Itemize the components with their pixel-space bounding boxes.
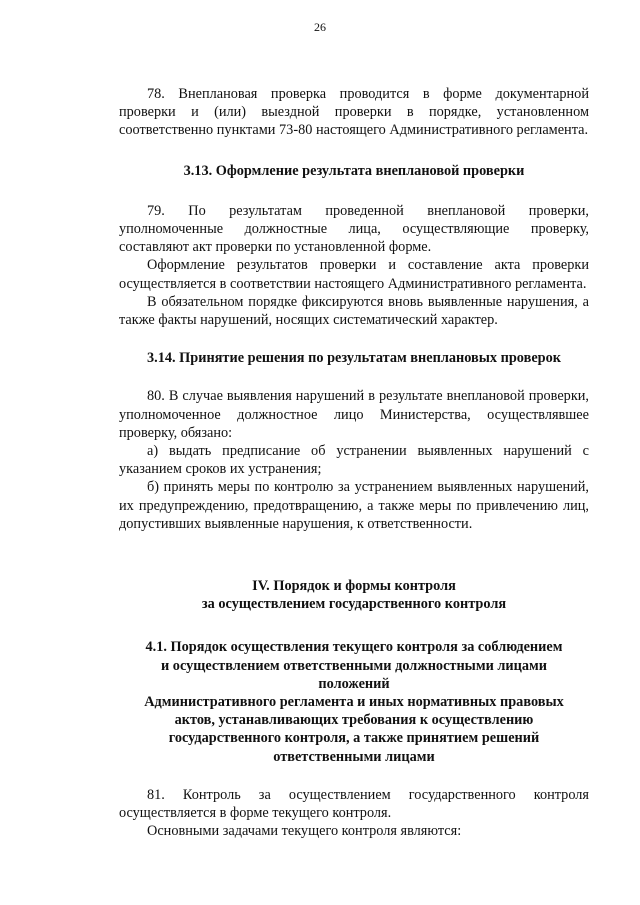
paragraph-81: 81. Контроль за осуществлением государственного контроля осуществляется в форме текущего контроля.: [119, 786, 589, 822]
section-heading-4-1-line-1: 4.1. Порядок осуществления текущего контроля за соблюдением: [145, 639, 563, 656]
section-heading-4-1: [119, 638, 589, 765]
section-heading-4-1-line-2: и осуществлением ответственными должностными лицами: [160, 657, 548, 674]
paragraph-80-item-b: б) принять меры по контролю за устранением выявленных нарушений, их предупреждению, предотвращению, а также меры по привлечению лиц, допустивших выявленные нарушения, к ответственности.: [119, 479, 589, 532]
section-heading-3-13: 3.13. Оформление результата внеплановой проверки: [183, 162, 525, 179]
paragraph-79-violations: В обязательном порядке фиксируются вновь выявленные нарушения, а также факты нарушений, носящих систематический характер.: [119, 293, 589, 329]
paragraph-78: 78. Внеплановая проверка проводится в форме документарной проверки и (или) выездной проверки в порядке, установленном соответственно пунктами 73-80 настоящего Административного регламента.: [119, 86, 589, 139]
chapter-heading-iv-line-2: за осуществлением государственного контроля: [201, 596, 507, 613]
paragraph-79-formalization: Оформление результатов проверки и составление акта проверки осуществляется в соответствии настоящего Административного регламента.: [119, 257, 589, 292]
section-heading-4-1-line-4: Административного регламента и иных нормативных правовых: [144, 694, 564, 711]
chapter-heading-iv-line-1: IV. Порядок и формы контроля: [252, 578, 456, 595]
section-heading-4-1-line-6: государственного контроля, а также принятием решений: [168, 730, 540, 747]
section-heading-3-14: 3.14. Принятие решения по результатам внеплановых проверок: [146, 350, 562, 367]
chapter-heading-iv: [119, 577, 589, 613]
page-number: 26: [314, 20, 326, 34]
paragraph-81-tasks: Основными задачами текущего контроля являются:: [147, 823, 462, 840]
paragraph-79: 79. По результатам проведенной внеплановой проверки, уполномоченные должностные лица, осуществляющие проверку, составляют акт проверки по установленной форме.: [119, 202, 589, 256]
page-content: [119, 85, 589, 841]
paragraph-80-item-a: а) выдать предписание об устранении выявленных нарушений с указанием сроков их устранения;: [119, 443, 589, 478]
paragraph-80: 80. В случае выявления нарушений в результате внеплановой проверки, уполномоченное должностное лицо Министерства, осуществлявшее проверку, обязано:: [119, 388, 589, 441]
section-heading-4-1-line-3: положений: [318, 675, 390, 692]
section-heading-4-1-line-5: актов, устанавливающих требования к осуществлению: [174, 712, 534, 729]
section-heading-4-1-line-7: ответственными лицами: [273, 748, 435, 765]
